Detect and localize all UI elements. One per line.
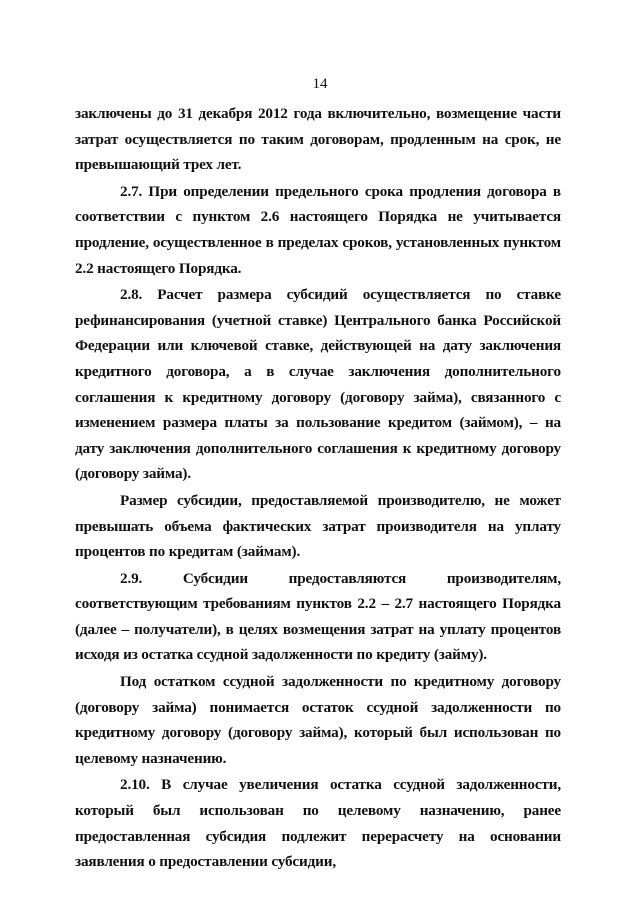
paragraph-2-10: 2.10. В случае увеличения остатка ссудной задолженности, который был использован по целевому назначению, ранее предоставленная субсидия подлежит перерасчету на основании заявления о предоставлении субсидии, bbox=[75, 776, 561, 871]
paragraph-2-7: 2.7. При определении предельного срока продления договора в соответствии с пунктом 2.6 настоящего Порядка не учитывается продление, осуществленное в пределах сроков, установленных пунктом 2.2 настоящего Порядка. bbox=[75, 182, 561, 277]
page-number: 14 bbox=[312, 76, 328, 92]
paragraph-loan-balance-definition: Под остатком ссудной задолженности по кредитному договору (договору займа) понимается остаток ссудной задолженности по кредитному договору (договору займа), который был использован по целевому назначению. bbox=[75, 673, 561, 767]
paragraph-2-8: 2.8. Расчет размера субсидий осуществляется по ставке рефинансирования (учетной ставке) Центрального банка Российской Федерации или ключевой ставке, действующей на дату заключения кредитного договора, а в случае заключения дополнительного соглашения к кредитному договору (договору займа), связанного с изменением размера платы за пользование кредитом (займом), – на дату заключения дополнительного соглашения к кредитному договору (договору займа). bbox=[75, 286, 561, 483]
document-body bbox=[75, 101, 561, 875]
paragraph-continuation: заключены до 31 декабря 2012 года включительно, возмещение части затрат осуществляется по таким договорам, продленным на срок, не превышающий трех лет. bbox=[75, 105, 561, 174]
paragraph-2-9: 2.9. Субсидии предоставляются производителям, соответствующим требованиям пунктов 2.2 – 2.7 настоящего Порядка (далее – получатели), в целях возмещения затрат на уплату процентов исходя из остатка ссудной задолженности по кредиту (займу). bbox=[75, 569, 561, 664]
paragraph-subsidy-limit: Размер субсидии, предоставляемой производителю, не может превышать объема фактических затрат производителя на уплату процентов по кредитам (займам). bbox=[75, 491, 561, 561]
